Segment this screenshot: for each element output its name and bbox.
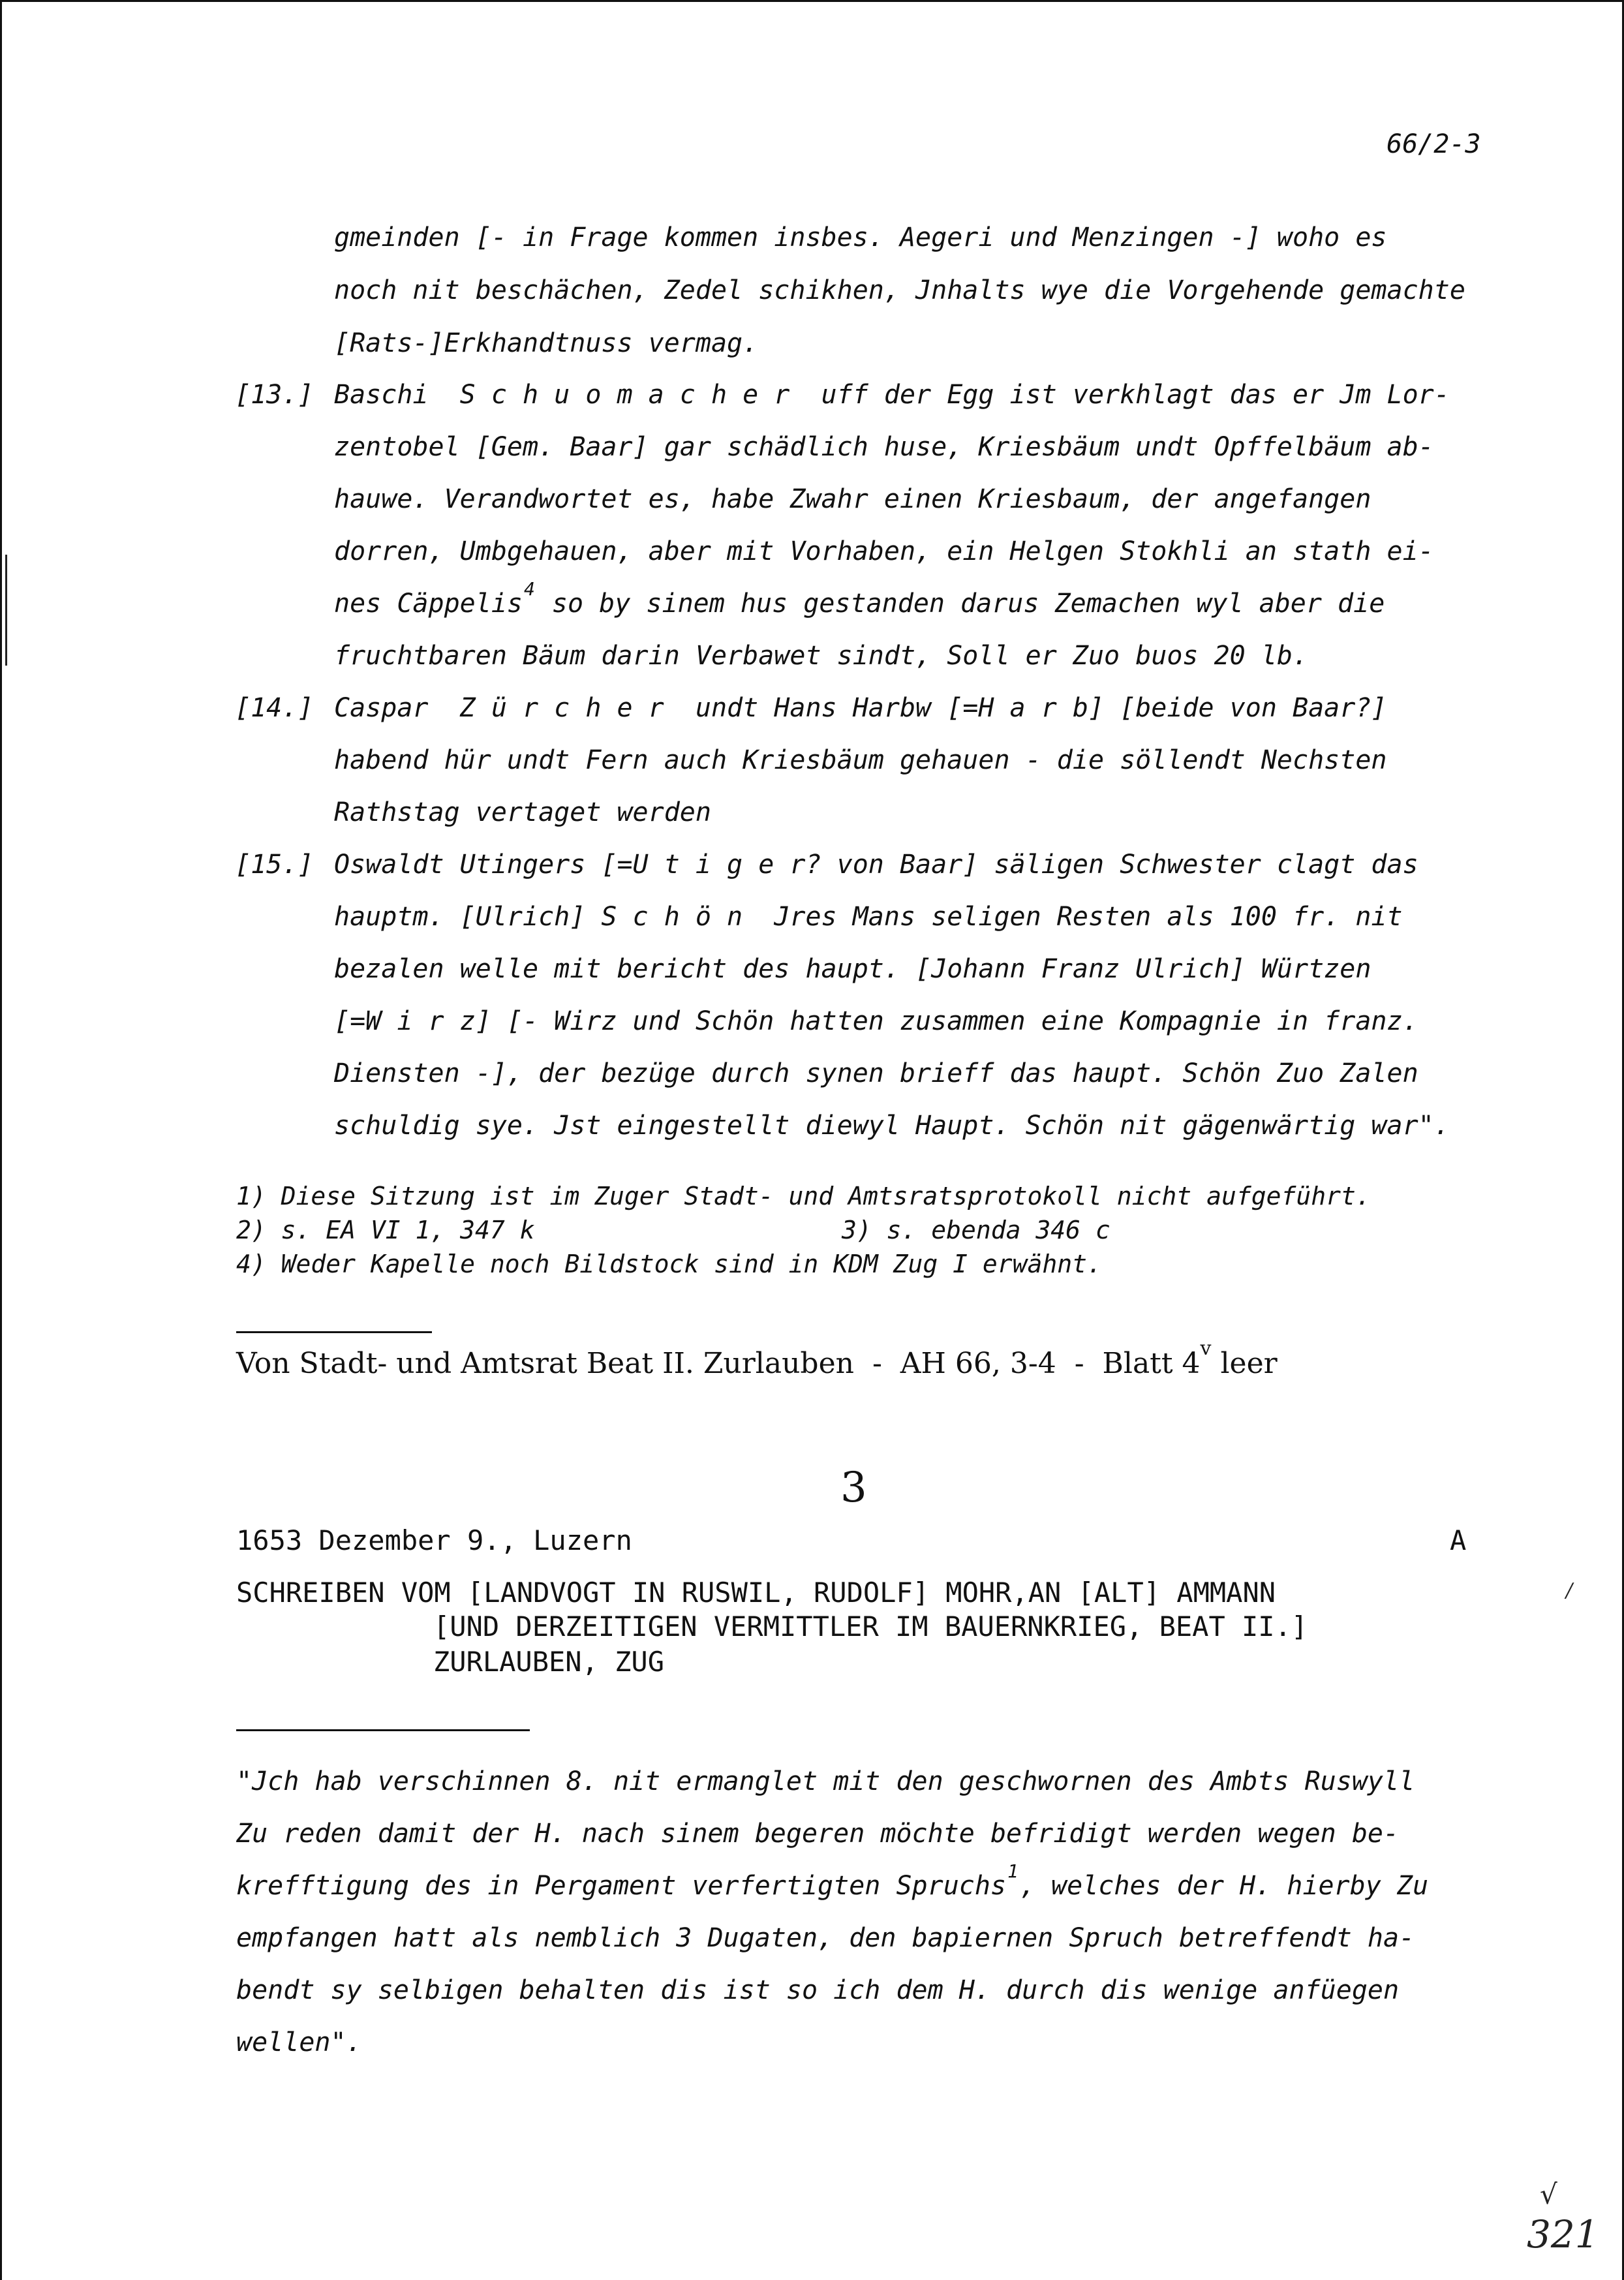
text-fragment: nes Cäppelis [334, 589, 523, 619]
text-line-with-footnote [334, 578, 1385, 619]
scan-border-left [0, 0, 2, 2280]
footnote-4: 4) Weder Kapelle noch Bildstock sind in KDM Zug I erwähnt. [236, 1250, 1102, 1278]
text-line: bezalen welle mit bericht des haupt. [Johann Franz Ulrich] Würtzen [334, 954, 1371, 984]
text-line: Oswaldt Utingers [=U t i g e r? von Baar] säligen Schwester clagt das [334, 850, 1418, 880]
text-line: dorren, Umbgehauen, aber mit Vorhaben, ein Helgen Stokhli an stath ei- [334, 536, 1434, 566]
quote-line: "Jch hab verschinnen 8. nit ermanglet mit den geschwornen des Ambts Ruswyll [236, 1766, 1415, 1796]
pen-tick-mark: / [1566, 1579, 1573, 1602]
entry-label: [15.] [235, 850, 314, 880]
quote-line: empfangen hatt als nemblich 3 Dugaten, den bapiernen Spruch betreffendt ha- [236, 1923, 1415, 1953]
text-line: gmeinden [- in Frage kommen insbes. Aegeri und Menzingen -] woho es [334, 223, 1387, 253]
source-suffix: leer [1211, 1347, 1278, 1380]
source-line [236, 1337, 1278, 1380]
page-number: 66/2-3 [1387, 129, 1481, 159]
text-line: Caspar Z ü r c h e r undt Hans Harbw [=H a r b] [beide von Baar?] [334, 693, 1387, 723]
text-line: noch nit beschächen, Zedel schikhen, Jnhalts wye die Vorgehende gemachte [334, 275, 1465, 305]
entry-label: [14.] [235, 693, 314, 723]
text-line: zentobel [Gem. Baar] gar schädlich huse, Kriesbäum undt Opffelbäum ab- [334, 432, 1434, 462]
footnote-marker: 1 [1007, 1860, 1019, 1882]
text-line: Baschi S c h u o m a c h e r uff der Egg ist verkhlagt das er Jm Lor- [334, 380, 1450, 410]
text-fragment: , welches der H. hierby Zu [1019, 1871, 1429, 1901]
separator-rule [236, 1331, 432, 1333]
footnote-1: 1) Diese Sitzung ist im Zuger Stadt- und Amtsratsprotokoll nicht aufgeführt. [236, 1182, 1371, 1210]
separator-rule [236, 1729, 530, 1731]
text-line: [Rats-]Erkhandtnuss vermag. [334, 328, 759, 358]
quote-line: wellen". [236, 2027, 362, 2057]
text-line: habend hür undt Fern auch Kriesbäum gehauen - die söllendt Nechsten [334, 745, 1387, 775]
document-title-line: ZURLAUBEN, ZUG [433, 1646, 665, 1678]
quote-line-with-footnote [236, 1860, 1429, 1901]
quote-line: Zu reden damit der H. nach sinem begeren möchte befridigt werden wegen be- [236, 1819, 1400, 1849]
check-mark-icon: √ [1540, 2178, 1557, 2210]
text-fragment: so by sinem hus gestanden darus Zemachen wyl aber die [536, 589, 1385, 619]
footnote-3: 3) s. ebenda 346 c [842, 1216, 1111, 1244]
text-fragment: krefftigung des in Pergament verfertigten Spruchs [236, 1871, 1007, 1901]
text-line: hauwe. Verandwortet es, habe Zwahr einen Kriesbaum, der angefangen [334, 484, 1371, 514]
document-number: 3 [840, 1464, 867, 1512]
footnote-2: 2) s. EA VI 1, 347 k [236, 1216, 535, 1244]
text-line: schuldig sye. Jst eingestellt diewyl Haupt. Schön nit gägenwärtig war". [334, 1111, 1450, 1141]
quote-line: bendt sy selbigen behalten dis ist so ich dem H. durch dis wenige anfüegen [236, 1975, 1400, 2005]
entry-label: [13.] [235, 380, 314, 410]
document-date-place: 1653 Dezember 9., Luzern [236, 1524, 632, 1556]
document-type: A [1450, 1524, 1467, 1556]
handwritten-folio-number: 321 [1527, 2212, 1599, 2257]
text-line: [=W i r z] [- Wirz und Schön hatten zusammen eine Kompagnie in franz. [334, 1006, 1418, 1036]
source-text: Von Stadt- und Amtsrat Beat II. Zurlauben - AH 66, 3-4 - Blatt 4 [236, 1347, 1201, 1380]
document-title-line: [UND DERZEITIGEN VERMITTLER IM BAUERNKRIEG, BEAT II.] [433, 1610, 1308, 1642]
scan-border-top [0, 0, 1624, 2]
verso-marker: v [1200, 1337, 1212, 1360]
margin-mark [5, 555, 7, 666]
text-line: fruchtbaren Bäum darin Verbawet sindt, Soll er Zuo buos 20 lb. [334, 641, 1309, 671]
document-title-line: SCHREIBEN VOM [LANDVOGT IN RUSWIL, RUDOLF] MOHR,AN [ALT] AMMANN [236, 1577, 1276, 1609]
text-line: Diensten -], der bezüge durch synen brieff das haupt. Schön Zuo Zalen [334, 1058, 1418, 1088]
text-line: Rathstag vertaget werden [334, 797, 711, 827]
text-line: hauptm. [Ulrich] S c h ö n Jres Mans seligen Resten als 100 fr. nit [334, 902, 1403, 932]
footnote-marker: 4 [523, 578, 535, 600]
